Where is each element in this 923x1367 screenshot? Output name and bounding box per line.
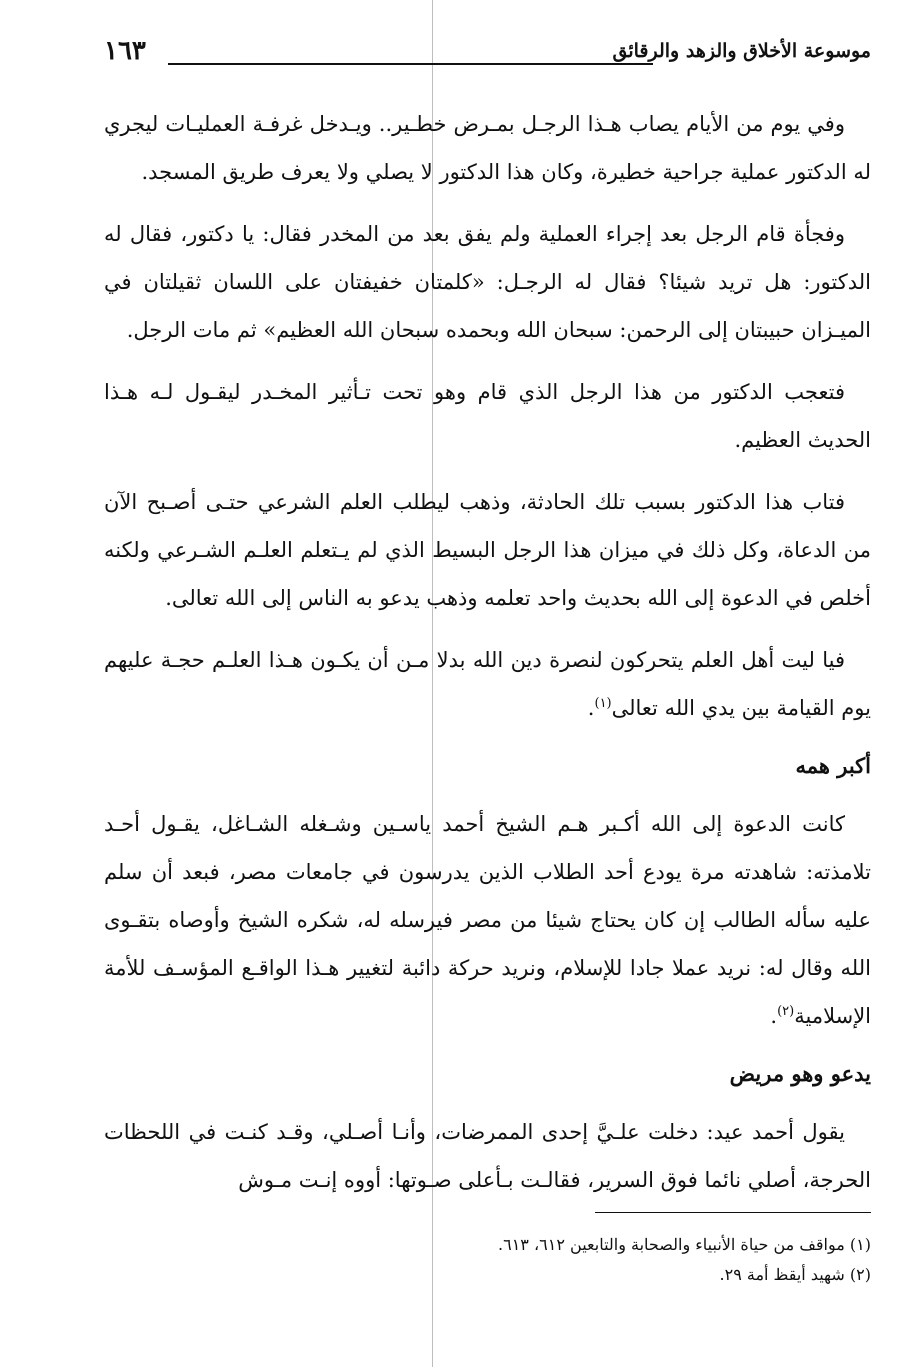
section-heading-2: يدعو وهو مريض [729,1061,871,1086]
footnote-separator [595,1212,871,1213]
main-text [104,100,871,1218]
running-header [104,36,871,70]
paragraph-2: وفجأة قام الرجل بعد إجراء العملية ولم يفق بعد من المخدر فقال: يا دكتور، فقال له الدكتور: هل تريد شيئا؟ فقال له الرجـل: «كلمتان خفيفتان على اللسان ثقيلتان في الميـزان حبيبتان إلى الرحمن: سبحان الله وبحمده سبحان الله العظيم» ثم مات الرجل. [104,222,871,342]
paragraph-6: كانت الدعوة إلى الله أكـبر هـم الشيخ أحمد ياسـين وشـغله الشـاغل، يقـول أحـد تلامذته: شاهدته مرة يودع أحد الطلاب الذين يدرسون في جامعات مصر، فبعد أن سلم عليه سأله الطالب إن كان يحتاج شيئا من مصر فيرسله له، شكره الشيخ وأوصاه بتقـوى الله وقال له: نريد عملا جادا للإسلام، ونريد حركة دائبة لتغيير هـذا الواقـع المؤسـف للأمة الإسلامية$^{(٢)}$. [104,812,871,1028]
footnote-ref-2[interactable]: (٢) [777,1004,795,1019]
paragraph-5: فيا ليت أهل العلم يتحركون لنصرة دين الله بدلا مـن أن يكـون هـذا العلـم حجـة عليهم يوم القيامة بين يدي الله تعالى$^{(١)}$. [104,648,871,720]
footnote-1: (١) مواقف من حياة الأنبياء والصحابة والتابعين ٦١٢، ٦١٣. [498,1235,871,1254]
footnote-2: (٢) شهيد أيقظ أمة ٢٩. [719,1265,871,1284]
paragraph-4: فتاب هذا الدكتور بسبب تلك الحادثة، وذهب ليطلب العلم الشرعي حتـى أصـبح الآن من الدعاة، وكل ذلك في ميزان هذا الرجل البسيط الذي لم يـتعلم العلـم الشـرعي ولكنه أخلص في الدعوة إلى الله بحديث واحد تعلمه وذهب يدعو به الناس إلى الله تعالى. [104,490,871,610]
header-rule [168,63,653,65]
section-heading-1: أكبر همه [795,753,871,778]
footnotes [104,1230,871,1290]
paragraph-3: فتعجب الدكتور من هذا الرجل الذي قام وهو تحت تـأثير المخـدر ليقـول لـه هـذا الحديث العظيم. [104,380,871,452]
paragraph-1: وفي يوم من الأيام يصاب هـذا الرجـل بمـرض خطـير.. ويـدخل غرفـة العمليـات ليجري له الدكتور عملية جراحية خطيرة، وكان هذا الدكتور لا يصلي ولا يعرف طريق المسجد. [104,112,871,184]
footnote-ref-1[interactable]: (١) [594,696,612,711]
page-number: ١٦٣ [104,36,146,66]
paragraph-7: يقول أحمد عيد: دخلت علـيَّ إحدى الممرضات، وأنـا أصـلي، وقـد كنـت في اللحظات الحرجة، أصلي نائما فوق السرير، فقالـت بـأعلى صـوتها: أووه إنـت مـوش [104,1120,871,1192]
book-title: موسوعة الأخلاق والزهد والرقائق [612,40,871,62]
